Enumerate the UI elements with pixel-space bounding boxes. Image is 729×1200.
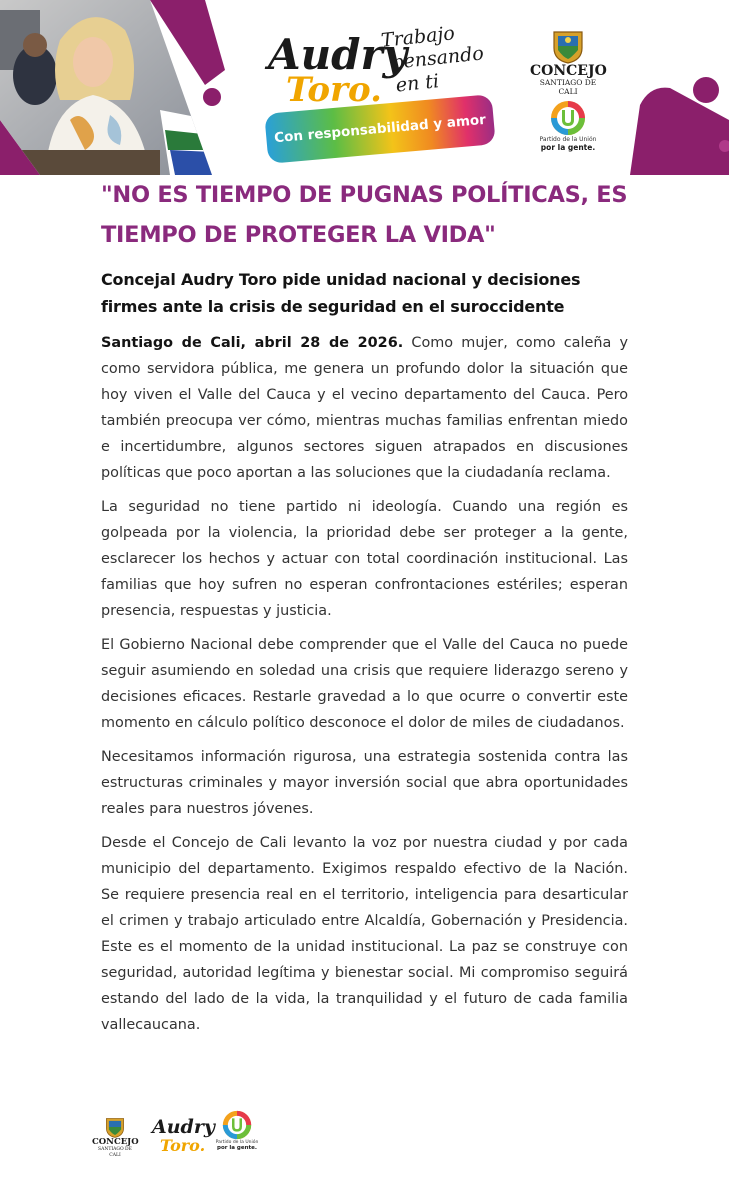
article-headline: "NO ES TIEMPO DE PUGNAS POLÍTICAS, ES TIEMPO DE PROTEGER LA VIDA": [101, 182, 628, 248]
article-subheadline: Concejal Audry Toro pide unidad nacional y decisiones firmes ante la crisis de seguridad en el suroccidente: [101, 270, 581, 316]
footer-concejo-name: CONCEJO: [92, 1137, 139, 1147]
u-party-logo-icon: [222, 1110, 252, 1140]
header-banner: [0, 0, 729, 175]
slogan-line-1: Trabajo: [380, 22, 456, 52]
article-paragraph-3: El Gobierno Nacional debe comprender que el Valle del Cauca no puede seguir asumiendo en soledad una crisis que requiere liderazgo sereno y decisiones eficaces. Restarle gravedad a lo que ocurre o convertir este momento en cálculo político desconoce el dolor de miles de ciudadanos.: [101, 637, 628, 731]
u-party-logo-icon: [550, 100, 586, 136]
footer-brand-last: Toro.: [160, 1136, 206, 1155]
article-paragraph-5: Desde el Concejo de Cali levanto la voz por nuestra ciudad y por cada municipio del departamento. Exigimos respaldo efectivo de la Nación. Se requiere presencia real en el territorio, inteligencia para desarticular el crimen y trabajo articulado entre Alcaldía, Gobernación y Presidencia. Este es el momento de la unidad institucional. La paz se construye con seguridad, autoridad legítima y bienestar social. Mi compromiso seguirá estando del lado de la vida, la tranquilidad y el futuro de cada familia vallecaucana.: [101, 835, 628, 1033]
footer-partido-logo: [212, 1110, 262, 1151]
slogan-line-2: pensando: [390, 42, 485, 74]
slogan: [380, 19, 487, 98]
brand-name-last: Toro.: [286, 70, 382, 110]
article-body: [101, 330, 628, 1046]
footer-logos: [92, 1108, 292, 1163]
footer-brand-first: Audry: [152, 1116, 215, 1138]
partido-name-small: Partido de la Unión: [539, 136, 597, 143]
footer-concejo-logo: [92, 1116, 138, 1159]
city-crest-icon: [551, 28, 585, 64]
article-paragraph-4: Necesitamos información rigurosa, una estrategia sostenida contra las estructuras criminales y mayor inversión social que abra oportunidades reales para nuestros jóvenes.: [101, 749, 628, 817]
concejo-name: CONCEJO: [530, 63, 607, 79]
brand-name-first: Audry: [268, 30, 408, 79]
paragraph-1-text: Como mujer, como caleña y como servidora pública, me genera un profundo dolor la situación que hoy viven el Valle del Cauca y el vecino departamento del Cauca. Pero también preocupa ver cómo, mientras muchas familias enfrentan miedo e incertidumbre, algunos sectores siguen atrapados en discusiones políticas que poco aportan a las soluciones que la ciudadanía reclama.: [101, 335, 628, 481]
slogan-pill-text: Con responsabilidad y amor: [273, 111, 487, 147]
footer-concejo-city: SANTIAGO DE CALI: [98, 1147, 132, 1158]
article-paragraph-2: La seguridad no tiene partido ni ideología. Cuando una región es golpeada por la violencia, la prioridad debe ser proteger a la gente, esclarecer los hechos y actuar con total coordinación institucional. Las familias que hoy sufren no esperan confrontaciones estériles; esperan presencia, respuestas y justicia.: [101, 499, 628, 619]
article-paragraph-1: [101, 330, 628, 486]
partido-name-big: por la gente.: [540, 143, 596, 152]
city-crest-icon: [104, 1116, 126, 1138]
concejo-city: SANTIAGO DE CALI: [539, 78, 597, 96]
councilwoman-photo: [0, 0, 212, 175]
slogan-line-3: en ti: [394, 70, 441, 97]
concejo-logo: [530, 28, 607, 96]
dateline: Santiago de Cali, abril 28 de 2026.: [101, 335, 404, 351]
footer-partido-big: por la gente.: [217, 1145, 257, 1151]
partido-logo: [530, 100, 606, 152]
footer-partido-small: Partido de la Unión: [215, 1140, 259, 1145]
